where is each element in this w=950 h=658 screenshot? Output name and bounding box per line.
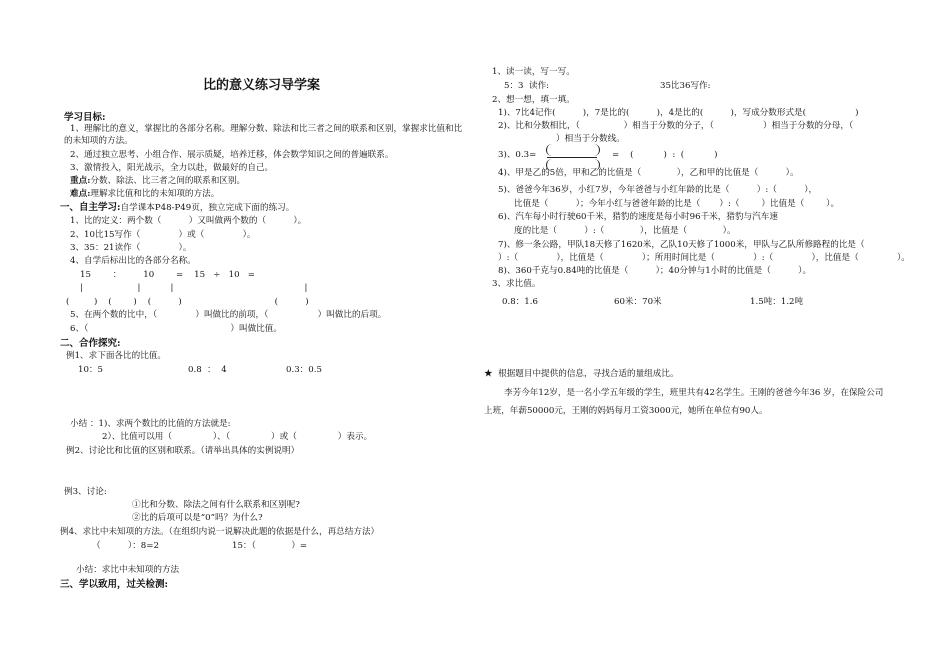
goals-heading: 学习目标: (64, 112, 106, 123)
example-1-b: 0.8 ： 4 (188, 365, 227, 375)
question-2: 2、10比15写作（ ）或（ ）。 (70, 230, 256, 240)
right-q2: 2、想一想，填一填。 (492, 95, 575, 105)
example-3-b: ②比的后项可以是“0”吗？为什么? (132, 513, 263, 523)
bar-row: | | | | (80, 283, 308, 293)
example-1-a: 10：5 (78, 365, 103, 375)
right-q2-8: 8)、360千克与0.84吨的比值是（ ）；40分钟与1小时的比值是（ ）。 (498, 266, 812, 276)
right-q2-1: 1)、7比4记作( )，7是比的( )，4是比的( )，写成分数形式是( ) (498, 108, 859, 118)
right-q1: 1、读一读，写一写。 (492, 67, 575, 77)
example-1: 例1、求下面各比的比值。 (66, 351, 166, 361)
example-1-c: 0.3：0.5 (286, 365, 322, 375)
right-q3-b: 60米：70米 (614, 297, 662, 307)
section-1 (60, 202, 294, 214)
right-q1-a: 5：3 读作: (504, 81, 550, 91)
star-text: 根据题目中提供的信息，寻找合适的量组成比。 (498, 369, 679, 379)
fraction-blank-top (546, 144, 600, 156)
right-q2-6a: 6)、汽车每小时行驶60千米，猎豹的速度是每小时96千米，猎豹与汽车速 (498, 212, 778, 222)
summary-2: 小结：求比中未知项的方法 (76, 565, 180, 575)
section-3-heading: 三、学以致用，过关检测: (60, 579, 169, 590)
goal-3: 3、激情投入，阳光战示，全力以赴，做最好的自己。 (70, 163, 274, 173)
right-q1-b: 35比36写作: (660, 81, 711, 91)
right-q2-4: 4)、甲是乙的5倍，甲和乙的比值是（ ），乙和甲的比值是（ ）。 (498, 168, 799, 178)
key-text: 分数、除法、比三者之间的联系和区别。 (90, 176, 246, 186)
question-3: 3、35：21读作（ ）。 (70, 243, 192, 253)
right-q2-5b: 比值是（ ）；今年小红与爸爸年龄的比是（ ）:（ ）比值是（ ）。 (514, 199, 840, 209)
blank-row: ( ) ( ) ( ) ( ) (66, 297, 309, 307)
example-4-a: （ ）：8=2 (92, 541, 159, 551)
right-q2-3: 3)、0.3= (498, 150, 537, 160)
right-q3: 3、求比值。 (492, 279, 541, 289)
section-1-intro: 自学课本P48-P49页，独立完成下面的练习。 (120, 203, 295, 213)
right-q3-a: 0.8：1.6 (502, 297, 538, 307)
example-2: 例2、讨论比和比值的区别和联系。（请举出具体的实例说明） (66, 446, 300, 456)
summary-1b: 2）、比值可以用（ ）、（ ）或（ ）表示。 (102, 432, 373, 442)
question-5: 5、在两个数的比中，（ ）叫做比的前项，（ ）叫做比的后项。 (70, 310, 387, 320)
summary-1a: 小结 ：1)、求两个数比的比值的方法就是: (70, 419, 231, 429)
question-6: 6、（ ）叫做比值。 (70, 324, 282, 334)
info-paragraph-1: 李芳今年12岁，是一名小学五年级的学生，班里共有42名学生。王刚的爸爸今年36 岁，在保险公司 (504, 388, 884, 398)
right-q2-6b: 度的比是（ ）:（ ），比值是（ ）。 (514, 226, 736, 236)
section-2-heading: 二、合作探究: (60, 338, 121, 349)
example-4-b: 15：（ ）= (232, 541, 308, 551)
goal-1b: 的未知项的方法。 (64, 136, 133, 146)
star-line (484, 369, 679, 380)
right-q2-2b: ）相当于分数线。 (556, 134, 625, 144)
right-q2-7b: ）:（ ），比值是（ ）；所用时间比是（ ）:（ ），比值是（ ）。 (498, 253, 910, 263)
right-q3-c: 1.5吨：1.2吨 (750, 297, 804, 307)
difficult-label: 难点: (70, 189, 91, 199)
example-4: 例4、求比中未知项的方法。（在组织内说一说解决此题的依据是什么，再总结方法） (60, 527, 380, 537)
right-q2-5a: 5)、爸爸今年36岁，小红7岁，今年爸爸与小红年龄的比是（ ）:（ ）， (498, 185, 818, 195)
right-q2-2a: 2)、比和分数相比，（ ）相当于分数的分子，（ ）相当于分数的分母，（ (498, 121, 854, 131)
key-label: 重点: (70, 176, 91, 186)
key-point (70, 176, 245, 187)
example-3-a: ①比和分数、除法之间有什么联系和区别呢? (132, 500, 300, 510)
example-3: 例3、讨论: (64, 487, 107, 497)
goal-1a: 1、理解比的意义，掌握比的各部分名称。理解分数、除法和比三者之间的联系和区别，掌握求比值和比 (70, 124, 463, 134)
fraction-line (547, 157, 597, 158)
info-paragraph-2: 上班，年薪50000元，王刚的妈妈每月工资3000元，她所在单位有90人。 (484, 406, 768, 416)
ratio-row: 15 ： 10 = 15 ÷ 10 = (80, 270, 256, 280)
question-1: 1、比的定义：两个数（ ）又叫做两个数的（ ）。 (70, 216, 307, 226)
star-icon: ★ (484, 369, 493, 379)
page-title: 比的意义练习导学案 (203, 78, 321, 93)
section-1-heading: 一、自主学习: (60, 202, 121, 213)
right-q2-3b: = ( ) : ( ) (612, 150, 718, 160)
difficult-text: 理解求比值和比的未知项的方法。 (90, 189, 220, 199)
difficult-point (70, 189, 219, 200)
question-4: 4、自学后标出比的各部分名称。 (70, 256, 196, 266)
goal-2: 2、通过独立思考、小组合作、展示质疑，培养迁移，体会数学知识之间的普遍联系。 (70, 150, 394, 160)
right-q2-7a: 7)、修一条公路，甲队18天修了1620米，乙队10天修了1000米，甲队与乙队所修路程的比是（ (498, 240, 865, 250)
